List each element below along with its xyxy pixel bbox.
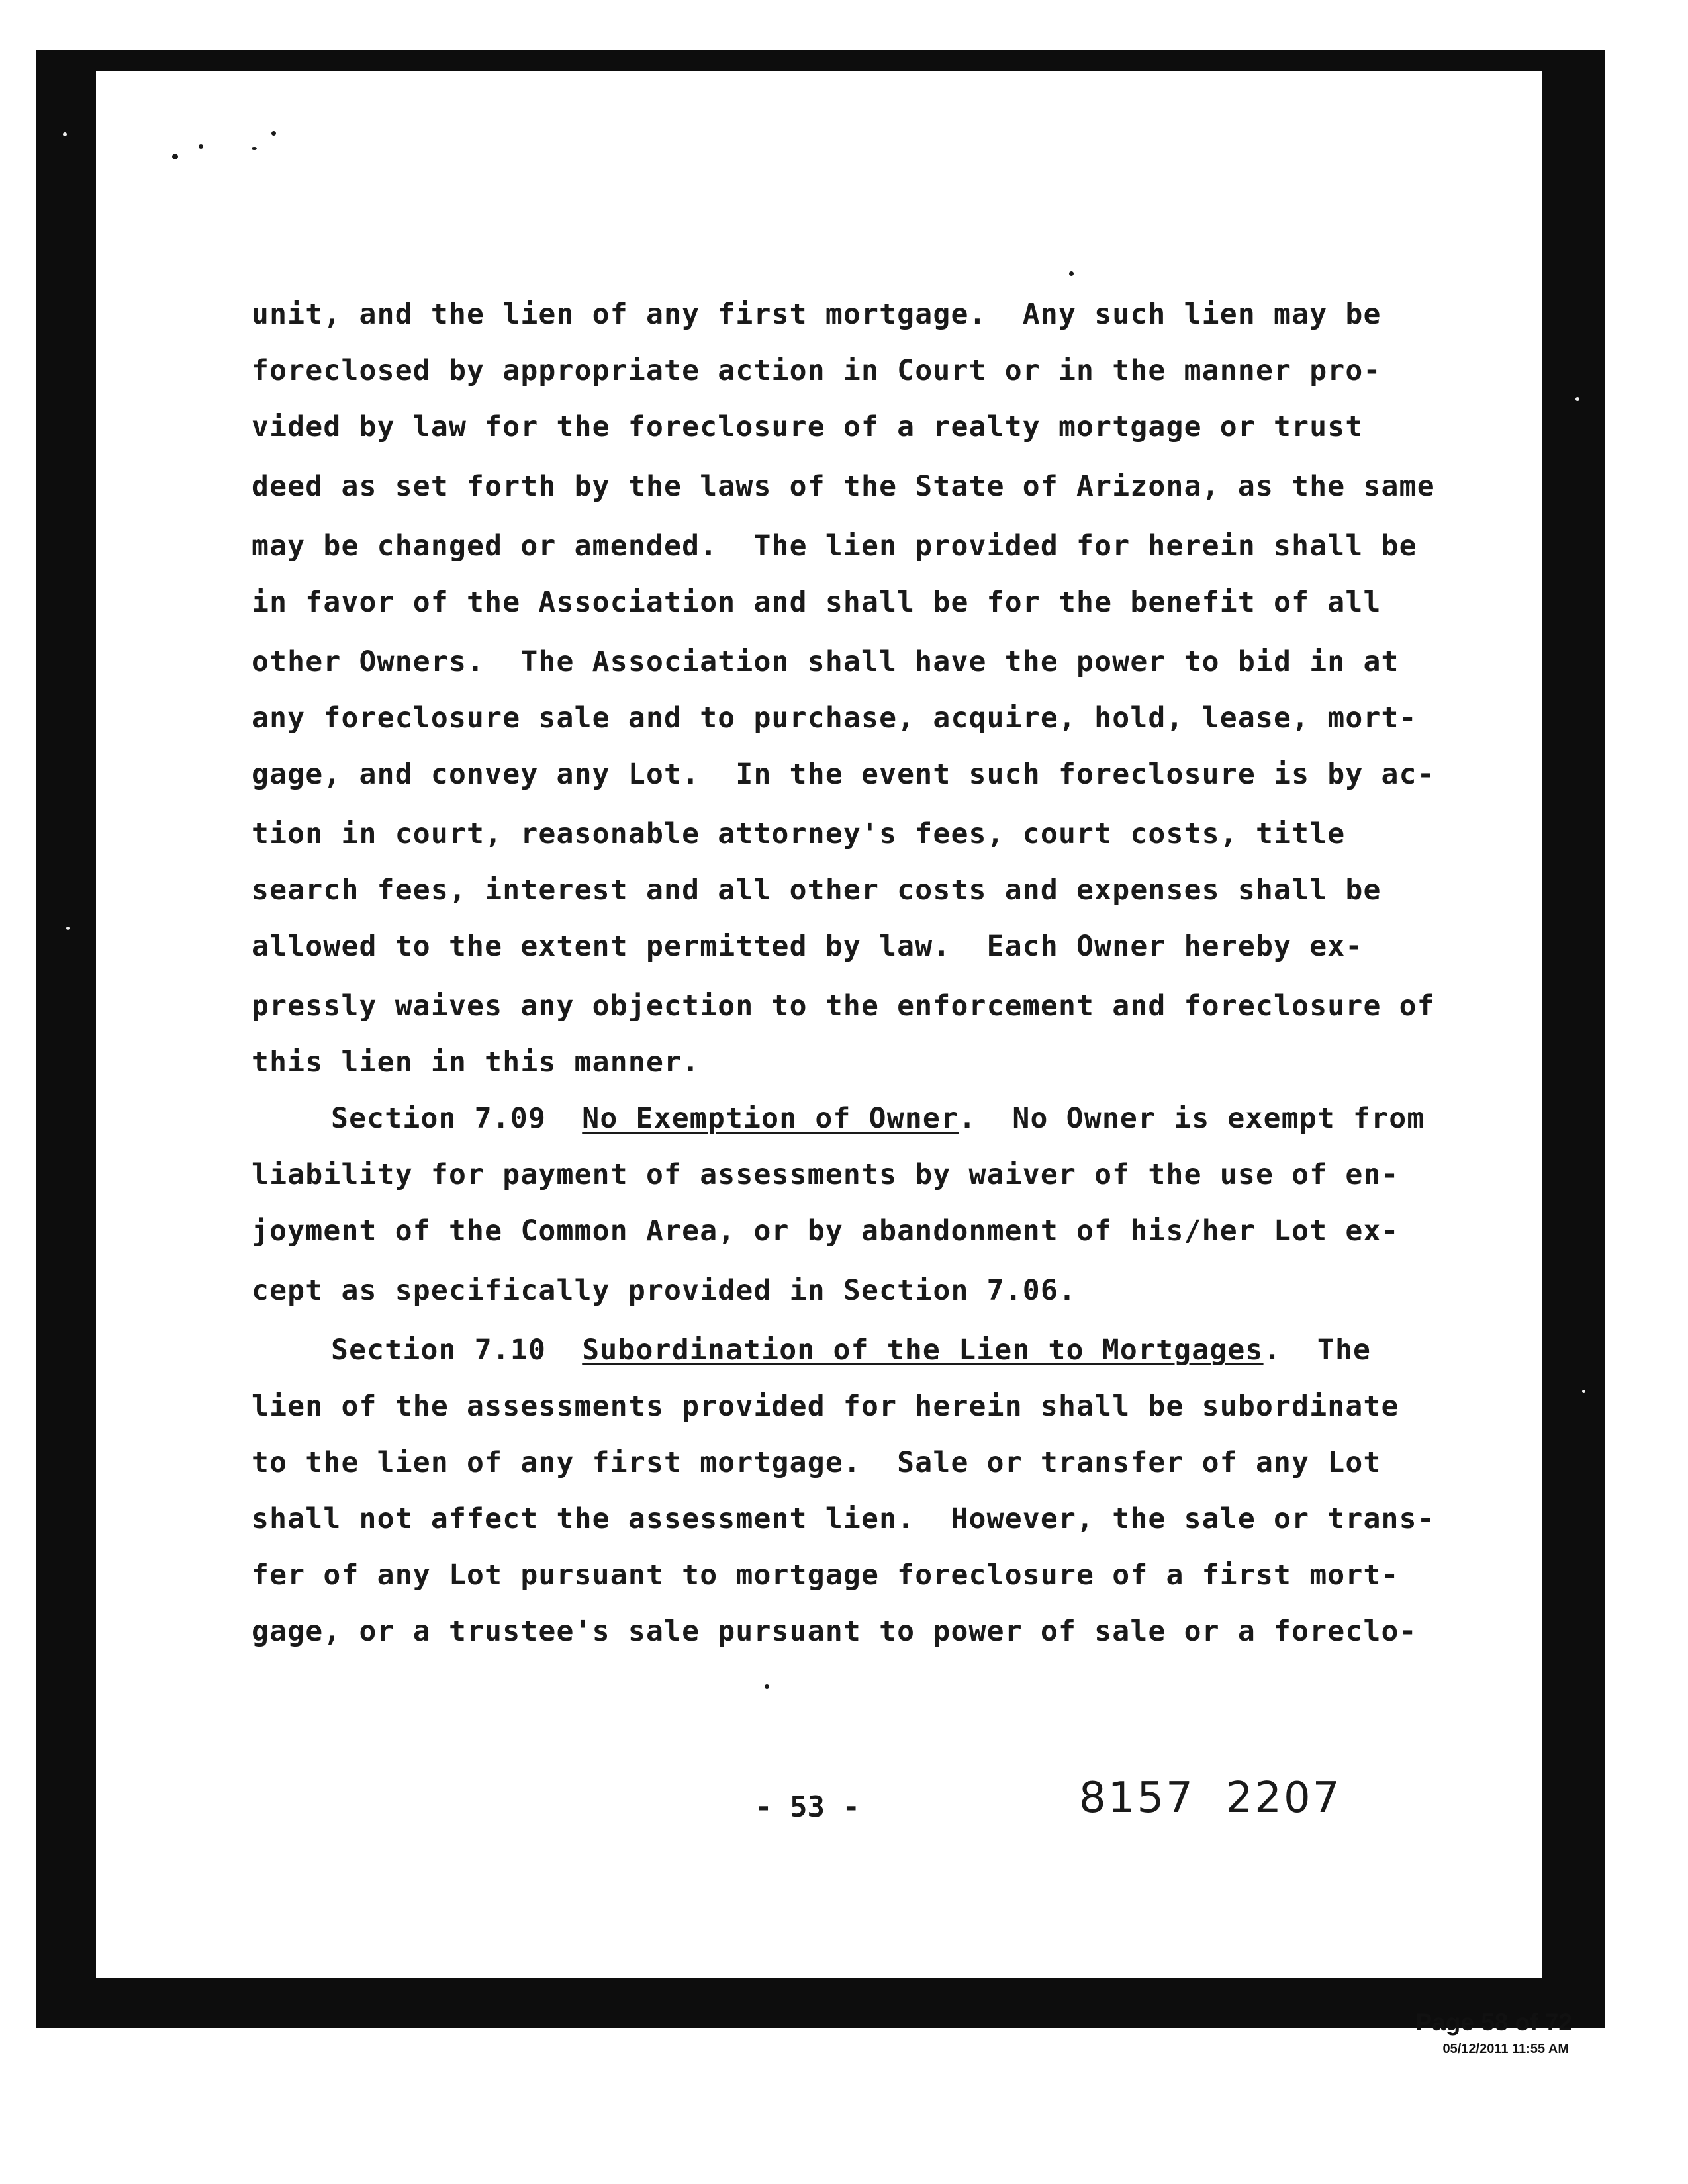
body-text-line: gage, or a trustee's sale pursuant to power of sale or a foreclo-	[252, 1615, 1417, 1648]
scan-speck	[66, 927, 70, 930]
section-heading-rest: . The	[1263, 1334, 1372, 1367]
book-page-stamp: 8157 2207	[1079, 1774, 1342, 1823]
body-text-line: this lien in this manner.	[252, 1046, 700, 1079]
body-text-line: search fees, interest and all other costs and expenses shall be	[252, 874, 1382, 907]
section-heading: Subordination of the Lien to Mortgages	[582, 1334, 1264, 1367]
body-text-line: deed as set forth by the laws of the State of Arizona, as the same	[252, 470, 1435, 503]
body-text-line: unit, and the lien of any first mortgage. Any such lien may be	[252, 298, 1382, 331]
body-text-line: in favor of the Association and shall be for the benefit of all	[252, 586, 1382, 619]
scan-speck	[1069, 271, 1074, 276]
scan-speck	[271, 131, 276, 136]
timestamp: 05/12/2011 11:55 AM	[1442, 2042, 1569, 2056]
body-text-line: allowed to the extent permitted by law. Each Owner hereby ex-	[252, 930, 1364, 963]
body-text-line: cept as specifically provided in Section 7.06.	[252, 1274, 1077, 1307]
page-number: - 53 -	[755, 1790, 860, 1824]
body-text-line: any foreclosure sale and to purchase, acquire, hold, lease, mort-	[252, 702, 1417, 735]
scan-speck	[63, 132, 67, 136]
page-counter: Page 58 of 72	[1415, 2009, 1572, 2036]
body-text-line: gage, and convey any Lot. In the event such foreclosure is by ac-	[252, 758, 1435, 791]
body-text-line: pressly waives any objection to the enforcement and foreclosure of	[252, 989, 1435, 1023]
section-heading: No Exemption of Owner	[582, 1102, 959, 1135]
body-text-line: fer of any Lot pursuant to mortgage foreclosure of a first mort-	[252, 1559, 1399, 1592]
body-text-line: vided by law for the foreclosure of a realty mortgage or trust	[252, 410, 1364, 443]
body-text-line: other Owners. The Association shall have the power to bid in at	[252, 645, 1399, 678]
body-text-line: lien of the assessments provided for herein shall be subordinate	[252, 1390, 1399, 1423]
body-text-line: to the lien of any first mortgage. Sale or transfer of any Lot	[252, 1446, 1382, 1479]
body-text-line: foreclosed by appropriate action in Court or in the manner pro-	[252, 354, 1382, 387]
section-heading-rest: . No Owner is exempt from	[959, 1102, 1425, 1135]
scan-speck	[1575, 397, 1579, 401]
scan-speck	[252, 147, 257, 150]
section-number: Section 7.10	[331, 1334, 547, 1367]
body-text-line: liability for payment of assessments by waiver of the use of en-	[252, 1158, 1399, 1191]
body-text-line: shall not affect the assessment lien. However, the sale or trans-	[252, 1502, 1435, 1535]
body-text-line: tion in court, reasonable attorney's fees, court costs, title	[252, 817, 1346, 850]
section-710-heading-line	[331, 1330, 1371, 1370]
section-709-heading-line	[331, 1099, 1425, 1138]
scan-speck	[1582, 1390, 1585, 1393]
scan-speck	[199, 144, 203, 149]
section-number: Section 7.09	[331, 1102, 547, 1135]
body-text-line: joyment of the Common Area, or by abandonment of his/her Lot ex-	[252, 1214, 1399, 1248]
body-text-line: may be changed or amended. The lien provided for herein shall be	[252, 529, 1417, 563]
scan-speck	[172, 154, 178, 159]
scan-speck	[765, 1684, 769, 1689]
